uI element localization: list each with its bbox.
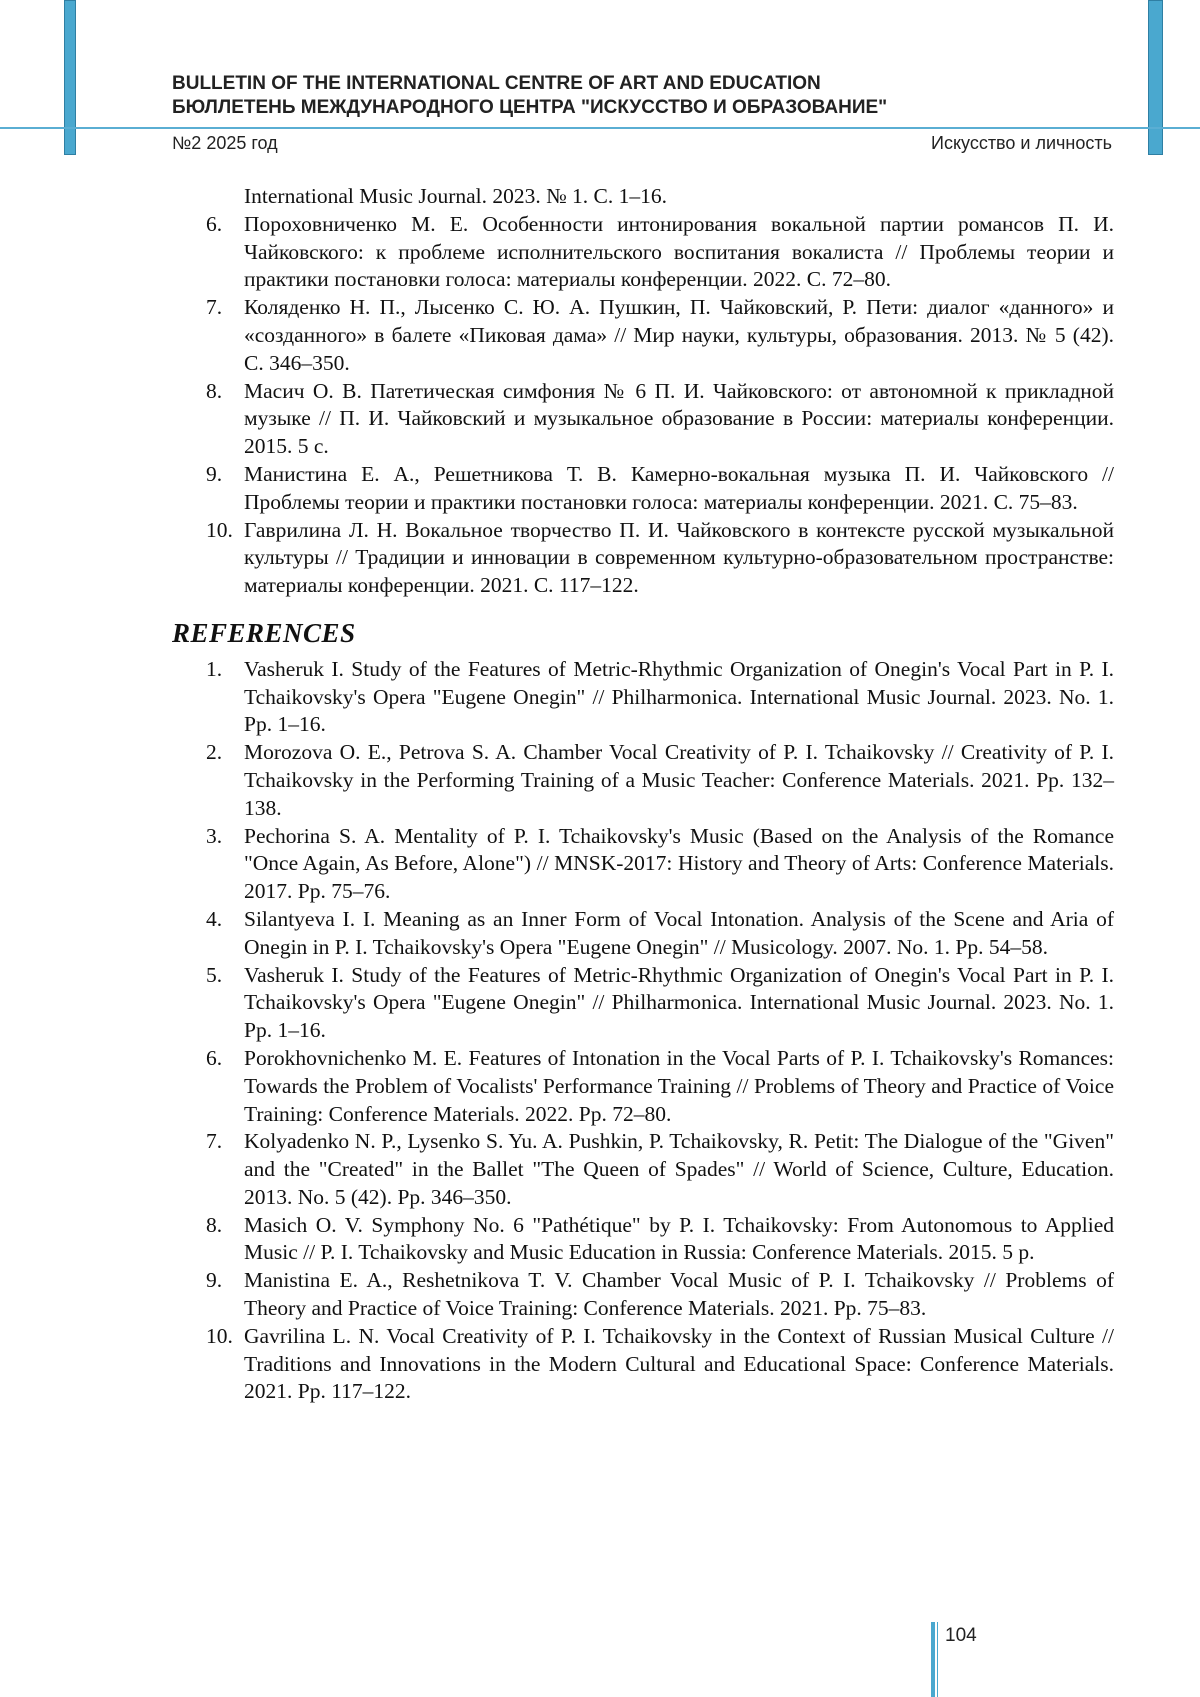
reference-text: Коляденко Н. П., Лысенко С. Ю. А. Пушкин, П. Чайковский, Р. Пети: диалог «данного» и «созданного» в балете «Пиковая дама» // Мир науки, культуры, образования. 2013. № 5 (42). С. 346–350. — [244, 295, 1114, 375]
reference-text: Masich O. V. Symphony No. 6 "Pathétique" by P. I. Tchaikovsky: From Autonomous to Applied Music // P. I. Tchaikovsky and Music Education in Russia: Conference Materials. 2015. 5 p. — [244, 1212, 1114, 1265]
reference-item — [172, 739, 1114, 822]
reference-number: 7. — [206, 295, 223, 320]
reference-item — [172, 1323, 1114, 1406]
english-reference-list — [172, 656, 1114, 1407]
reference-item — [172, 962, 1114, 1045]
journal-header — [172, 72, 1112, 120]
reference-text: Kolyadenko N. P., Lysenko S. Yu. A. Pushkin, P. Tchaikovsky, R. Petit: The Dialogue of the "Given" and the "Created" in the Ballet "The Queen of Spades" // World of Science, Culture, Education. 2013. No. 5 (42). Pp. 346–350. — [244, 1129, 1114, 1209]
header-rule — [0, 127, 1200, 129]
reference-item — [172, 906, 1114, 962]
reference-number: 8. — [206, 1212, 223, 1237]
header-decor-bar-right — [1148, 0, 1163, 155]
page-number: 104 — [945, 1625, 977, 1646]
reference-text: Vasheruk I. Study of the Features of Metric-Rhythmic Organization of Onegin's Vocal Part in P. I. Tchaikovsky's Opera "Eugene Onegin" // Philharmonica. International Music Journal. 2023. No. 1. Pp. 1–16. — [244, 656, 1114, 737]
reference-number: 6. — [206, 211, 223, 236]
reference-text: Morozova O. E., Petrova S. A. Chamber Vocal Creativity of P. I. Tchaikovsky // Creativity of P. I. Tchaikovsky in the Performing Training of a Music Teacher: Conference Materials. 2021. Pp. 132–138. — [244, 740, 1114, 820]
reference-item — [172, 1128, 1114, 1211]
reference-item — [172, 517, 1114, 600]
reference-number: 5. — [206, 962, 223, 987]
reference-number: 4. — [206, 906, 223, 931]
reference-number: 2. — [206, 740, 223, 765]
russian-reference-list — [172, 183, 1114, 600]
reference-item — [172, 656, 1114, 739]
reference-number: 3. — [206, 823, 223, 848]
reference-number: 1. — [206, 656, 223, 681]
reference-text: Pechorina S. A. Mentality of P. I. Tchaikovsky's Music (Based on the Analysis of the Romance "Once Again, As Before, Alone") // MNSK-2017: History and Theory of Arts: Conference Materials. 2017. Pp. 75–76. — [244, 823, 1114, 904]
reference-text: Porokhovnichenko M. E. Features of Intonation in the Vocal Parts of P. I. Tchaikovsky's Romances: Towards the Problem of Vocalists' Performance Training // Problems of Theory and Practice of Voice Training: Conference Materials. 2022. Pp. 72–80. — [244, 1045, 1114, 1126]
reference-item — [172, 378, 1114, 461]
footer-decor-line — [937, 1622, 938, 1697]
section-label: Искусство и личность — [931, 133, 1112, 153]
reference-text: Пороховниченко М. Е. Особенности интонирования вокальной партии романсов П. И. Чайковского: к проблеме исполнительского воспитания вокалиста // Проблемы теории и практики постановки голоса: материалы конференции. 2022. С. 72–80. — [244, 211, 1114, 292]
reference-text: International Music Journal. 2023. № 1. С. 1–16. — [244, 184, 667, 208]
reference-text: Vasheruk I. Study of the Features of Metric-Rhythmic Organization of Onegin's Vocal Part in P. I. Tchaikovsky's Opera "Eugene Onegin" // Philharmonica. International Music Journal. 2023. No. 1. Pp. 1–16. — [244, 962, 1114, 1043]
reference-number: 9. — [206, 461, 223, 486]
references-heading: REFERENCES — [172, 617, 356, 648]
reference-item — [172, 294, 1114, 377]
reference-number: 6. — [206, 1045, 223, 1070]
header-decor-bar-left — [64, 0, 76, 155]
journal-title-en: BULLETIN OF THE INTERNATIONAL CENTRE OF ART AND EDUCATION — [172, 73, 821, 94]
reference-item — [172, 461, 1114, 517]
reference-item — [172, 1045, 1114, 1128]
reference-number: 10. — [206, 517, 233, 542]
issue-label: №2 2025 год — [172, 133, 278, 153]
reference-item — [172, 1212, 1114, 1268]
journal-title-ru: БЮЛЛЕТЕНЬ МЕЖДУНАРОДНОГО ЦЕНТРА "ИСКУССТВО И ОБРАЗОВАНИЕ" — [172, 97, 888, 118]
reference-item — [172, 1267, 1114, 1323]
reference-number: 8. — [206, 378, 223, 403]
reference-text: Манистина Е. А., Решетникова Т. В. Камерно-вокальная музыка П. И. Чайковского // Проблемы теории и практики постановки голоса: материалы конференции. 2021. С. 75–83. — [244, 461, 1114, 514]
reference-item — [172, 823, 1114, 906]
reference-text: Масич О. В. Патетическая симфония № 6 П. И. Чайковского: от автономной к прикладной музыке // П. И. Чайковский и музыкальное образование в России: материалы конференции. 2015. 5 с. — [244, 378, 1114, 459]
reference-number: 10. — [206, 1323, 233, 1348]
footer-decor-bar — [931, 1622, 935, 1697]
reference-number: 7. — [206, 1129, 223, 1154]
reference-text: Silantyeva I. I. Meaning as an Inner Form of Vocal Intonation. Analysis of the Scene and Aria of Onegin in P. I. Tchaikovsky's Opera "Eugene Onegin" // Musicology. 2007. No. 1. Pp. 54–58. — [244, 906, 1114, 959]
reference-text: Gavrilina L. N. Vocal Creativity of P. I. Tchaikovsky in the Context of Russian Musical Culture // Traditions and Innovations in the Modern Cultural and Educational Space: Conference Materials. 2021. Pp. 117–122. — [244, 1323, 1114, 1404]
reference-text: Гаврилина Л. Н. Вокальное творчество П. И. Чайковского в контексте русской музыкальной культуры // Традиции и инновации в современном культурно-образовательном пространстве: материалы конференции. 2021. С. 117–122. — [244, 517, 1114, 598]
reference-item — [172, 211, 1114, 294]
reference-number: 9. — [206, 1268, 223, 1293]
reference-continuation — [172, 183, 1114, 211]
reference-text: Manistina E. A., Reshetnikova T. V. Chamber Vocal Music of P. I. Tchaikovsky // Problems of Theory and Practice of Voice Training: Conference Materials. 2021. Pp. 75–83. — [244, 1268, 1114, 1321]
page-content — [172, 183, 1114, 1406]
